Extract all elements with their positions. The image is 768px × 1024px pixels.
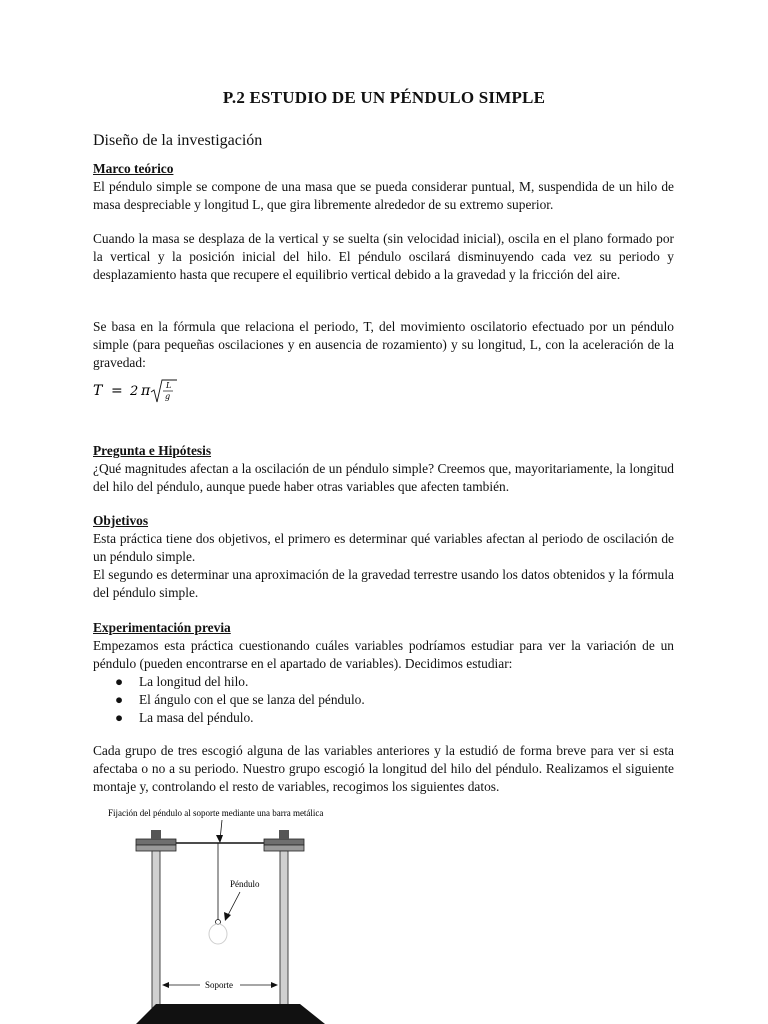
- list-item-text: El ángulo con el que se lanza del péndulo.: [139, 692, 365, 707]
- right-clamp-knob: [279, 830, 289, 839]
- figure-label-soporte: Soporte: [205, 980, 233, 990]
- pendulum-bob: [209, 924, 227, 944]
- soporte-arrowhead-left-icon: [162, 982, 169, 988]
- period-formula: [93, 378, 203, 408]
- right-clamp: [264, 839, 304, 845]
- variables-list: [93, 673, 674, 727]
- support-base: [136, 1004, 325, 1024]
- formula-lhs: T: [93, 383, 103, 399]
- right-clamp-base: [264, 845, 304, 851]
- left-support-pole: [152, 851, 160, 1024]
- bullet-icon: ●: [115, 692, 124, 707]
- objetivos-paragraph-2: El segundo es determinar una aproximación de la gravedad terrestre usando los datos obtenidos y la fórmula del péndulo simple.: [93, 567, 674, 600]
- page-title: P.2 ESTUDIO DE UN PÉNDULO SIMPLE: [222, 88, 546, 107]
- pregunta-section: [93, 442, 674, 496]
- marco-teorico-heading: Marco teórico: [93, 161, 174, 176]
- experimentacion-paragraph-1: Empezamos esta práctica cuestionando cuáles variables podríamos estudiar para ver la variación de un péndulo (pueden encontrarse en el apartado de variables). Decidimos estudiar:: [93, 638, 674, 671]
- right-support-pole: [280, 851, 288, 1024]
- objetivos-section: [93, 512, 674, 602]
- figure-label-pendulo: Péndulo: [230, 879, 260, 889]
- pregunta-paragraph: ¿Qué magnitudes afectan a la oscilación de un péndulo simple? Creemos que, mayoritariamente, la longitud del hilo del péndulo, aunque puede haber otras variables que afecten también.: [93, 461, 674, 494]
- fixation-arrowhead-icon: [216, 835, 223, 843]
- left-clamp-knob: [151, 830, 161, 839]
- experimentacion-section: [93, 619, 674, 727]
- formula-pi: π: [141, 383, 151, 399]
- experimentacion-paragraph-2-block: [93, 742, 674, 796]
- pendulum-setup-figure: [100, 800, 400, 1024]
- bullet-icon: ●: [115, 674, 124, 689]
- soporte-arrowhead-right-icon: [271, 982, 278, 988]
- left-clamp-base: [136, 845, 176, 851]
- bullet-icon: ●: [115, 710, 124, 725]
- list-item: [93, 673, 674, 691]
- left-clamp: [136, 839, 176, 845]
- marco-teorico-section: [93, 160, 674, 214]
- pendulo-arrow: [227, 892, 240, 917]
- section-subtitle: Diseño de la investigación: [93, 132, 263, 149]
- list-item: [93, 709, 674, 727]
- formula-coef: 2: [130, 384, 139, 399]
- objetivos-heading: Objetivos: [93, 513, 149, 528]
- figure-label-fixation: Fijación del péndulo al soporte mediante una barra metálica: [108, 808, 324, 818]
- marco-paragraph-2: Cuando la masa se desplaza de la vertical y se suelta (sin velocidad inicial), oscila en el plano formado por la vertical y la posición inicial del hilo. El péndulo oscilará disminuyendo cada vez su periodo y desplazamiento hasta que recupere el equilibrio vertical debido a la gravedad y la fricción del aire.: [93, 231, 674, 282]
- experimentacion-heading: Experimentación previa: [93, 620, 231, 635]
- marco-paragraph-3-block: [93, 318, 674, 372]
- list-item-text: La longitud del hilo.: [139, 674, 249, 689]
- list-item-text: La masa del péndulo.: [139, 710, 254, 725]
- pendulo-arrowhead-icon: [224, 912, 231, 921]
- formula-equals: =: [111, 383, 123, 399]
- marco-paragraph-2-block: [93, 230, 674, 284]
- objetivos-paragraph-1: Esta práctica tiene dos objetivos, el primero es determinar qué variables afectan al periodo de oscilación de un péndulo simple.: [93, 531, 674, 564]
- pregunta-heading: Pregunta e Hipótesis: [93, 443, 212, 458]
- marco-paragraph-1: El péndulo simple se compone de una masa que se pueda considerar puntual, M, suspendida de un hilo de masa despreciable y longitud L, que gira libremente alrededor de su extremo superior.: [93, 179, 674, 212]
- marco-paragraph-3: Se basa en la fórmula que relaciona el periodo, T, del movimiento oscilatorio efectuado por un péndulo simple (para pequeñas oscilaciones y en ausencia de rozamiento) y su longitud, L, con la aceleración de la gravedad:: [93, 319, 674, 370]
- list-item: [93, 691, 674, 709]
- experimentacion-paragraph-2: Cada grupo de tres escogió alguna de las variables anteriores y la estudió de forma breve para ver si esta afectaba o no a su periodo. Nuestro grupo escogió la longitud del hilo del péndulo. Realizamos el siguiente montaje y, controlando el resto de variables, recogimos los siguientes datos.: [93, 743, 674, 794]
- formula-numerator: L: [166, 381, 172, 390]
- formula-denominator: g: [165, 392, 171, 401]
